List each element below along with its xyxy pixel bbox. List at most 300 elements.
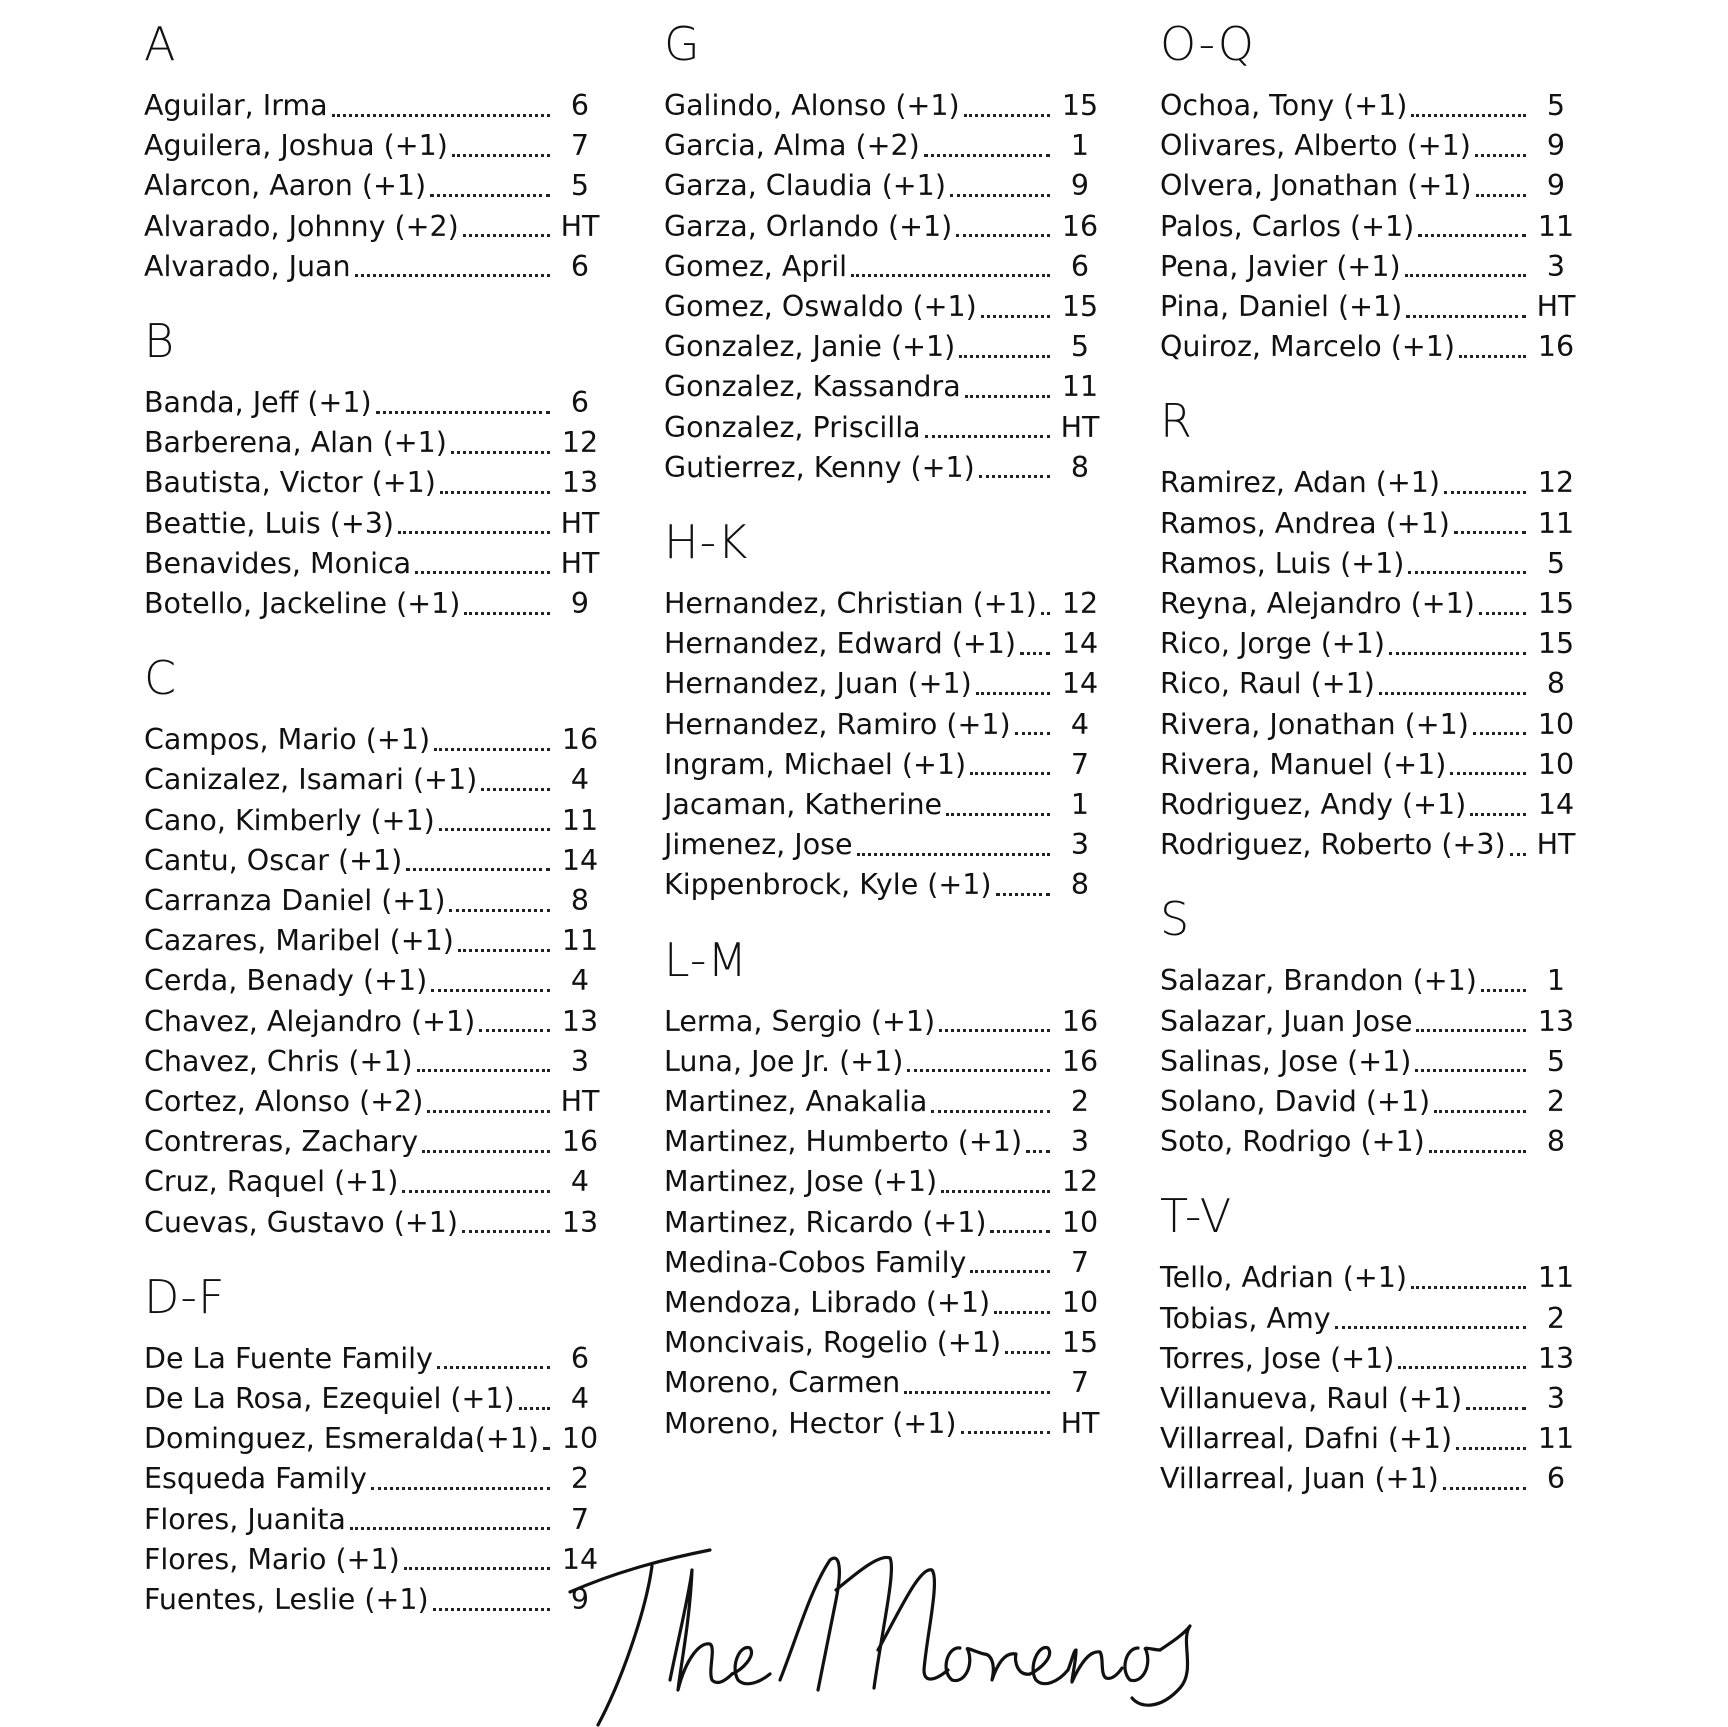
table-number: 4 bbox=[1070, 707, 1090, 741]
guest-name: Aguilar, Irma bbox=[144, 89, 328, 122]
dot-leader bbox=[1015, 732, 1050, 735]
guest-row bbox=[1160, 126, 1580, 166]
table-number: 12 bbox=[1061, 1165, 1099, 1199]
guest-name: Cantu, Oscar (+1) bbox=[144, 843, 403, 877]
guest-row bbox=[1160, 1379, 1580, 1419]
guest-name: Lerma, Sergio (+1) bbox=[664, 1004, 936, 1038]
dot-leader bbox=[451, 451, 550, 454]
section-heading: T-V bbox=[1160, 1189, 1233, 1244]
guest-name: Benavides, Monica bbox=[144, 546, 412, 580]
table-number: 7 bbox=[1070, 747, 1090, 781]
dot-leader bbox=[1416, 1029, 1526, 1032]
dot-leader bbox=[1443, 1487, 1526, 1490]
table-number: 13 bbox=[1537, 1004, 1575, 1038]
table-number: 12 bbox=[1537, 466, 1575, 500]
guest-row bbox=[664, 1363, 1104, 1403]
guest-name: Aguilera, Joshua (+1) bbox=[144, 129, 448, 163]
guest-row bbox=[664, 1283, 1104, 1323]
table-number: 5 bbox=[1546, 546, 1566, 580]
table-number: 15 bbox=[1537, 627, 1575, 661]
guest-name: Medina-Cobos Family bbox=[664, 1245, 967, 1279]
dot-leader bbox=[857, 853, 1050, 856]
guest-row bbox=[144, 1500, 604, 1540]
guest-name: Hernandez, Juan (+1) bbox=[664, 667, 972, 701]
table-number: 14 bbox=[1061, 667, 1099, 701]
guest-row bbox=[1160, 664, 1580, 704]
table-number: 9 bbox=[570, 1583, 590, 1617]
guest-name: Chavez, Chris (+1) bbox=[144, 1044, 413, 1078]
guest-name: Galindo, Alonso (+1) bbox=[664, 89, 960, 122]
guest-row bbox=[664, 1042, 1104, 1082]
table-number: 11 bbox=[1537, 1422, 1575, 1456]
table-number: HT bbox=[1536, 828, 1576, 862]
dot-leader bbox=[961, 1431, 1050, 1434]
guest-name: Villarreal, Dafni (+1) bbox=[1160, 1422, 1453, 1456]
guest-row bbox=[664, 448, 1104, 488]
guest-name: Rivera, Manuel (+1) bbox=[1160, 747, 1447, 781]
guest-row bbox=[664, 1323, 1104, 1363]
dot-leader bbox=[907, 1069, 1050, 1072]
dot-leader bbox=[1415, 1069, 1526, 1072]
dot-leader bbox=[931, 1110, 1050, 1113]
table-number: 9 bbox=[1546, 169, 1566, 203]
table-number: 11 bbox=[1537, 506, 1575, 540]
guest-name: Salinas, Jose (+1) bbox=[1160, 1044, 1412, 1078]
guest-name: Gutierrez, Kenny (+1) bbox=[664, 450, 975, 484]
guest-name: De La Fuente Family bbox=[144, 1341, 433, 1375]
dot-leader bbox=[406, 868, 550, 871]
table-number: 1 bbox=[1070, 129, 1090, 163]
dot-leader bbox=[994, 1311, 1050, 1314]
guest-name: Gonzalez, Priscilla bbox=[664, 410, 921, 444]
table-number: 9 bbox=[1070, 169, 1090, 203]
table-number: 4 bbox=[570, 964, 590, 998]
guest-row bbox=[1160, 1459, 1580, 1499]
guest-name: Mendoza, Librado (+1) bbox=[664, 1286, 991, 1320]
section-heading: O-Q bbox=[1160, 17, 1255, 71]
dot-leader bbox=[1398, 1366, 1526, 1369]
dot-leader bbox=[1026, 1150, 1050, 1153]
dot-leader bbox=[1444, 491, 1526, 494]
dot-leader bbox=[979, 475, 1050, 478]
dot-leader bbox=[430, 194, 550, 197]
guest-row bbox=[144, 166, 604, 206]
dot-leader bbox=[433, 1608, 550, 1611]
table-number: 2 bbox=[1546, 1085, 1566, 1119]
section-heading: L-M bbox=[664, 932, 749, 987]
table-number: 13 bbox=[561, 1004, 599, 1038]
guest-row bbox=[1160, 1339, 1580, 1379]
guest-row bbox=[144, 1379, 604, 1419]
table-number: 2 bbox=[570, 1462, 590, 1496]
guest-name: Alvarado, Juan bbox=[144, 249, 351, 283]
dot-leader bbox=[950, 194, 1050, 197]
section-d-f bbox=[144, 1269, 604, 1620]
dot-leader bbox=[990, 1230, 1050, 1233]
guest-name: Reyna, Alejandro (+1) bbox=[1160, 587, 1475, 621]
table-number: 10 bbox=[1061, 1205, 1099, 1239]
guest-row bbox=[1160, 825, 1580, 865]
table-number: 9 bbox=[1546, 129, 1566, 163]
table-number: 13 bbox=[1537, 1341, 1575, 1375]
table-number: 3 bbox=[1546, 249, 1566, 283]
dot-leader bbox=[439, 828, 550, 831]
guest-name: Pena, Javier (+1) bbox=[1160, 249, 1401, 283]
table-number: 6 bbox=[570, 89, 590, 122]
guest-name: Barberena, Alan (+1) bbox=[144, 426, 447, 460]
dot-leader bbox=[434, 748, 550, 751]
table-number: 7 bbox=[1070, 1245, 1090, 1279]
guest-name: Garza, Orlando (+1) bbox=[664, 209, 953, 243]
table-number: 12 bbox=[561, 426, 599, 460]
dot-leader bbox=[956, 234, 1050, 237]
guest-row bbox=[664, 327, 1104, 367]
guest-row bbox=[1160, 785, 1580, 825]
table-number: 4 bbox=[570, 763, 590, 797]
guest-name: Kippenbrock, Kyle (+1) bbox=[664, 868, 992, 902]
guest-name: Chavez, Alejandro (+1) bbox=[144, 1004, 476, 1038]
guest-name: Ingram, Michael (+1) bbox=[664, 747, 967, 781]
guest-row bbox=[1160, 1419, 1580, 1459]
dot-leader bbox=[415, 571, 550, 574]
section-heading: S bbox=[1160, 892, 1191, 947]
dot-leader bbox=[1450, 772, 1526, 775]
guest-row bbox=[664, 664, 1104, 704]
guest-row bbox=[1160, 584, 1580, 624]
dot-leader bbox=[355, 274, 550, 277]
guest-row bbox=[1160, 624, 1580, 664]
dot-leader bbox=[925, 435, 1050, 438]
dot-leader bbox=[1481, 989, 1526, 992]
guest-name: Jimenez, Jose bbox=[664, 828, 853, 862]
section-heading: G bbox=[664, 17, 701, 71]
dot-leader bbox=[946, 813, 1050, 816]
table-number: 15 bbox=[1061, 89, 1099, 122]
guest-name: Olivares, Alberto (+1) bbox=[1160, 129, 1471, 163]
guest-name: Cazares, Maribel (+1) bbox=[144, 924, 454, 958]
section-o-q bbox=[1160, 16, 1580, 367]
guest-name: Garcia, Alma (+2) bbox=[664, 129, 920, 163]
dot-leader bbox=[939, 1029, 1050, 1032]
dot-leader bbox=[1466, 1407, 1526, 1410]
section-heading: R bbox=[1160, 394, 1193, 449]
section-s bbox=[1160, 891, 1580, 1162]
guest-row bbox=[664, 1162, 1104, 1202]
table-number: 2 bbox=[1546, 1301, 1566, 1335]
table-number: 7 bbox=[1070, 1366, 1090, 1400]
table-number: 14 bbox=[1537, 788, 1575, 822]
guest-row bbox=[144, 1162, 604, 1202]
guest-name: Salazar, Brandon (+1) bbox=[1160, 964, 1477, 998]
guest-name: Fuentes, Leslie (+1) bbox=[144, 1583, 429, 1617]
guest-row bbox=[664, 86, 1104, 126]
table-number: 8 bbox=[1546, 667, 1566, 701]
dot-leader bbox=[1389, 652, 1526, 655]
dot-leader bbox=[904, 1391, 1050, 1394]
signature-the-morenos bbox=[560, 1530, 1200, 1727]
guest-row bbox=[664, 408, 1104, 448]
dot-leader bbox=[1454, 531, 1526, 534]
guest-name: Martinez, Jose (+1) bbox=[664, 1165, 938, 1199]
dot-leader bbox=[1459, 355, 1526, 358]
dot-leader bbox=[1476, 194, 1527, 197]
section-g bbox=[664, 16, 1104, 488]
guest-name: Luna, Joe Jr. (+1) bbox=[664, 1044, 904, 1078]
table-number: 16 bbox=[1061, 209, 1099, 243]
guest-row bbox=[664, 745, 1104, 785]
dot-leader bbox=[464, 612, 550, 615]
dot-leader bbox=[1408, 571, 1526, 574]
table-number: 13 bbox=[561, 1205, 599, 1239]
dot-leader bbox=[1406, 315, 1526, 318]
guest-name: Villanueva, Raul (+1) bbox=[1160, 1382, 1463, 1416]
guest-row bbox=[664, 1243, 1104, 1283]
table-number: 14 bbox=[1061, 627, 1099, 661]
table-number: 15 bbox=[1061, 290, 1099, 324]
guest-name: Cano, Kimberly (+1) bbox=[144, 803, 435, 837]
table-number: 10 bbox=[1537, 747, 1575, 781]
column-1 bbox=[144, 16, 604, 1646]
guest-row bbox=[144, 1580, 604, 1620]
dot-leader bbox=[1005, 1351, 1050, 1354]
guest-row bbox=[1160, 166, 1580, 206]
dot-leader bbox=[440, 491, 550, 494]
dot-leader bbox=[398, 531, 550, 534]
table-number: HT bbox=[560, 546, 600, 580]
dot-leader bbox=[1411, 114, 1526, 117]
table-number: 8 bbox=[1070, 450, 1090, 484]
table-number: 8 bbox=[1546, 1125, 1566, 1159]
guest-name: Cerda, Benady (+1) bbox=[144, 964, 428, 998]
guest-row bbox=[664, 1203, 1104, 1243]
guest-name: Cruz, Raquel (+1) bbox=[144, 1165, 399, 1199]
guest-row bbox=[144, 247, 604, 287]
dot-leader bbox=[976, 692, 1050, 695]
guest-row bbox=[664, 825, 1104, 865]
table-number: 5 bbox=[1070, 330, 1090, 364]
table-number: 6 bbox=[1070, 249, 1090, 283]
guest-row bbox=[144, 1419, 604, 1459]
guest-name: Hernandez, Ramiro (+1) bbox=[664, 707, 1011, 741]
guest-name: Contreras, Zachary bbox=[144, 1125, 419, 1159]
guest-row bbox=[1160, 463, 1580, 503]
dot-leader bbox=[404, 1567, 550, 1570]
dot-leader bbox=[376, 411, 550, 414]
section-c bbox=[144, 650, 604, 1243]
guest-row bbox=[664, 1404, 1104, 1444]
guest-row bbox=[1160, 544, 1580, 584]
guest-row bbox=[664, 1122, 1104, 1162]
table-number: 15 bbox=[1537, 587, 1575, 621]
guest-row bbox=[664, 865, 1104, 905]
table-number: 12 bbox=[1061, 587, 1099, 621]
guest-row bbox=[1160, 705, 1580, 745]
guest-row bbox=[1160, 1082, 1580, 1122]
guest-name: Rico, Raul (+1) bbox=[1160, 667, 1375, 701]
table-number: 3 bbox=[1070, 1125, 1090, 1159]
guest-name: Gomez, April bbox=[664, 249, 848, 283]
dot-leader bbox=[1418, 234, 1526, 237]
dot-leader bbox=[543, 1447, 550, 1450]
dot-leader bbox=[417, 1069, 550, 1072]
table-number: HT bbox=[1060, 410, 1100, 444]
guest-row bbox=[144, 1540, 604, 1580]
table-number: 1 bbox=[1070, 788, 1090, 822]
guest-name: Alarcon, Aaron (+1) bbox=[144, 169, 427, 203]
table-number: HT bbox=[1536, 290, 1576, 324]
guest-row bbox=[664, 785, 1104, 825]
guest-row bbox=[144, 801, 604, 841]
guest-name: Martinez, Ricardo (+1) bbox=[664, 1205, 987, 1239]
guest-name: Pina, Daniel (+1) bbox=[1160, 290, 1403, 324]
dot-leader bbox=[462, 1230, 550, 1233]
guest-name: Torres, Jose (+1) bbox=[1160, 1341, 1395, 1375]
guest-name: Gonzalez, Kassandra bbox=[664, 370, 961, 404]
guest-name: De La Rosa, Ezequiel (+1) bbox=[144, 1382, 515, 1416]
guest-name: Ramirez, Adan (+1) bbox=[1160, 466, 1440, 500]
guest-row bbox=[664, 126, 1104, 166]
guest-row bbox=[664, 1002, 1104, 1042]
guest-row bbox=[1160, 287, 1580, 327]
table-number: HT bbox=[560, 506, 600, 540]
dot-leader bbox=[332, 114, 550, 117]
guest-name: Moncivais, Rogelio (+1) bbox=[664, 1326, 1002, 1360]
table-number: 6 bbox=[570, 249, 590, 283]
column-3 bbox=[1160, 16, 1580, 1526]
guest-name: Cuevas, Gustavo (+1) bbox=[144, 1205, 459, 1239]
guest-name: Hernandez, Christian (+1) bbox=[664, 587, 1037, 621]
dot-leader bbox=[1479, 612, 1526, 615]
guest-name: Flores, Juanita bbox=[144, 1502, 346, 1536]
dot-leader bbox=[402, 1190, 550, 1193]
dot-leader bbox=[431, 989, 550, 992]
table-number: 11 bbox=[1061, 370, 1099, 404]
section-heading: A bbox=[144, 17, 177, 71]
guest-name: Garza, Claudia (+1) bbox=[664, 169, 946, 203]
section-b bbox=[144, 313, 604, 624]
dot-leader bbox=[1411, 1286, 1526, 1289]
section-heading: B bbox=[144, 314, 176, 369]
table-number: 2 bbox=[1070, 1085, 1090, 1119]
guest-name: Ochoa, Tony (+1) bbox=[1160, 89, 1408, 122]
table-number: 1 bbox=[1546, 964, 1566, 998]
dot-leader bbox=[941, 1190, 1050, 1193]
guest-name: Bautista, Victor (+1) bbox=[144, 466, 436, 500]
guest-row bbox=[144, 961, 604, 1001]
guest-name: Carranza Daniel (+1) bbox=[144, 884, 446, 918]
guest-row bbox=[144, 1203, 604, 1243]
dot-leader bbox=[970, 772, 1050, 775]
table-number: 11 bbox=[1537, 209, 1575, 243]
table-number: HT bbox=[560, 209, 600, 243]
dot-leader bbox=[924, 154, 1050, 157]
table-number: 10 bbox=[1061, 1286, 1099, 1320]
section-r bbox=[1160, 393, 1580, 865]
dot-leader bbox=[1379, 692, 1526, 695]
guest-row bbox=[1160, 327, 1580, 367]
guest-row bbox=[1160, 745, 1580, 785]
dot-leader bbox=[959, 355, 1050, 358]
dot-leader bbox=[371, 1487, 550, 1490]
dot-leader bbox=[437, 1366, 550, 1369]
dot-leader bbox=[481, 788, 550, 791]
dot-leader bbox=[1470, 813, 1526, 816]
dot-leader bbox=[1429, 1150, 1526, 1153]
guest-name: Jacaman, Katherine bbox=[664, 788, 943, 822]
guest-name: Flores, Mario (+1) bbox=[144, 1542, 400, 1576]
guest-row bbox=[1160, 1042, 1580, 1082]
dot-leader bbox=[350, 1527, 550, 1530]
table-number: 16 bbox=[1537, 330, 1575, 364]
guest-name: Salazar, Juan Jose bbox=[1160, 1004, 1413, 1038]
guest-row bbox=[144, 1082, 604, 1122]
guest-row bbox=[664, 247, 1104, 287]
guest-name: Quiroz, Marcelo (+1) bbox=[1160, 330, 1456, 364]
dot-leader bbox=[449, 909, 550, 912]
dot-leader bbox=[965, 395, 1050, 398]
guest-row bbox=[144, 881, 604, 921]
section-h-k bbox=[664, 514, 1104, 906]
guest-name: Moreno, Hector (+1) bbox=[664, 1406, 957, 1440]
guest-row bbox=[664, 207, 1104, 247]
section-heading: D-F bbox=[144, 1269, 226, 1324]
dot-leader bbox=[458, 949, 550, 952]
table-number: 5 bbox=[1546, 1044, 1566, 1078]
guest-row bbox=[664, 1082, 1104, 1122]
section-l-m bbox=[664, 932, 1104, 1444]
guest-row bbox=[144, 584, 604, 624]
dot-leader bbox=[422, 1150, 550, 1153]
guest-name: Soto, Rodrigo (+1) bbox=[1160, 1125, 1425, 1159]
guest-row bbox=[144, 720, 604, 760]
guest-name: Rico, Jorge (+1) bbox=[1160, 627, 1385, 661]
table-number: 16 bbox=[1061, 1044, 1099, 1078]
guest-row bbox=[1160, 1258, 1580, 1298]
table-number: 6 bbox=[1546, 1462, 1566, 1496]
guest-row bbox=[144, 1339, 604, 1379]
guest-name: Gomez, Oswaldo (+1) bbox=[664, 290, 977, 324]
guest-row bbox=[664, 705, 1104, 745]
guest-name: Moreno, Carmen bbox=[664, 1366, 901, 1400]
table-number: 7 bbox=[570, 1502, 590, 1536]
guest-row bbox=[1160, 1002, 1580, 1042]
guest-row bbox=[144, 841, 604, 881]
guest-row bbox=[144, 921, 604, 961]
guest-row bbox=[664, 367, 1104, 407]
guest-row bbox=[1160, 1299, 1580, 1339]
table-number: 16 bbox=[561, 723, 599, 757]
table-number: 5 bbox=[570, 169, 590, 203]
table-number: 16 bbox=[561, 1125, 599, 1159]
guest-row bbox=[1160, 207, 1580, 247]
table-number: 6 bbox=[570, 1341, 590, 1375]
guest-name: Gonzalez, Janie (+1) bbox=[664, 330, 956, 364]
table-number: 14 bbox=[561, 1542, 599, 1576]
table-number: 10 bbox=[561, 1422, 599, 1456]
table-number: 4 bbox=[570, 1165, 590, 1199]
dot-leader bbox=[1473, 732, 1526, 735]
guest-row bbox=[144, 383, 604, 423]
section-heading: C bbox=[144, 651, 178, 706]
guest-name: Palos, Carlos (+1) bbox=[1160, 209, 1415, 243]
dot-leader bbox=[970, 1270, 1050, 1273]
section-t-v bbox=[1160, 1188, 1580, 1499]
guest-name: Beattie, Luis (+3) bbox=[144, 506, 394, 540]
dot-leader bbox=[1434, 1110, 1526, 1113]
guest-row bbox=[1160, 961, 1580, 1001]
guest-name: Alvarado, Johnny (+2) bbox=[144, 209, 459, 243]
guest-name: Banda, Jeff (+1) bbox=[144, 386, 372, 420]
